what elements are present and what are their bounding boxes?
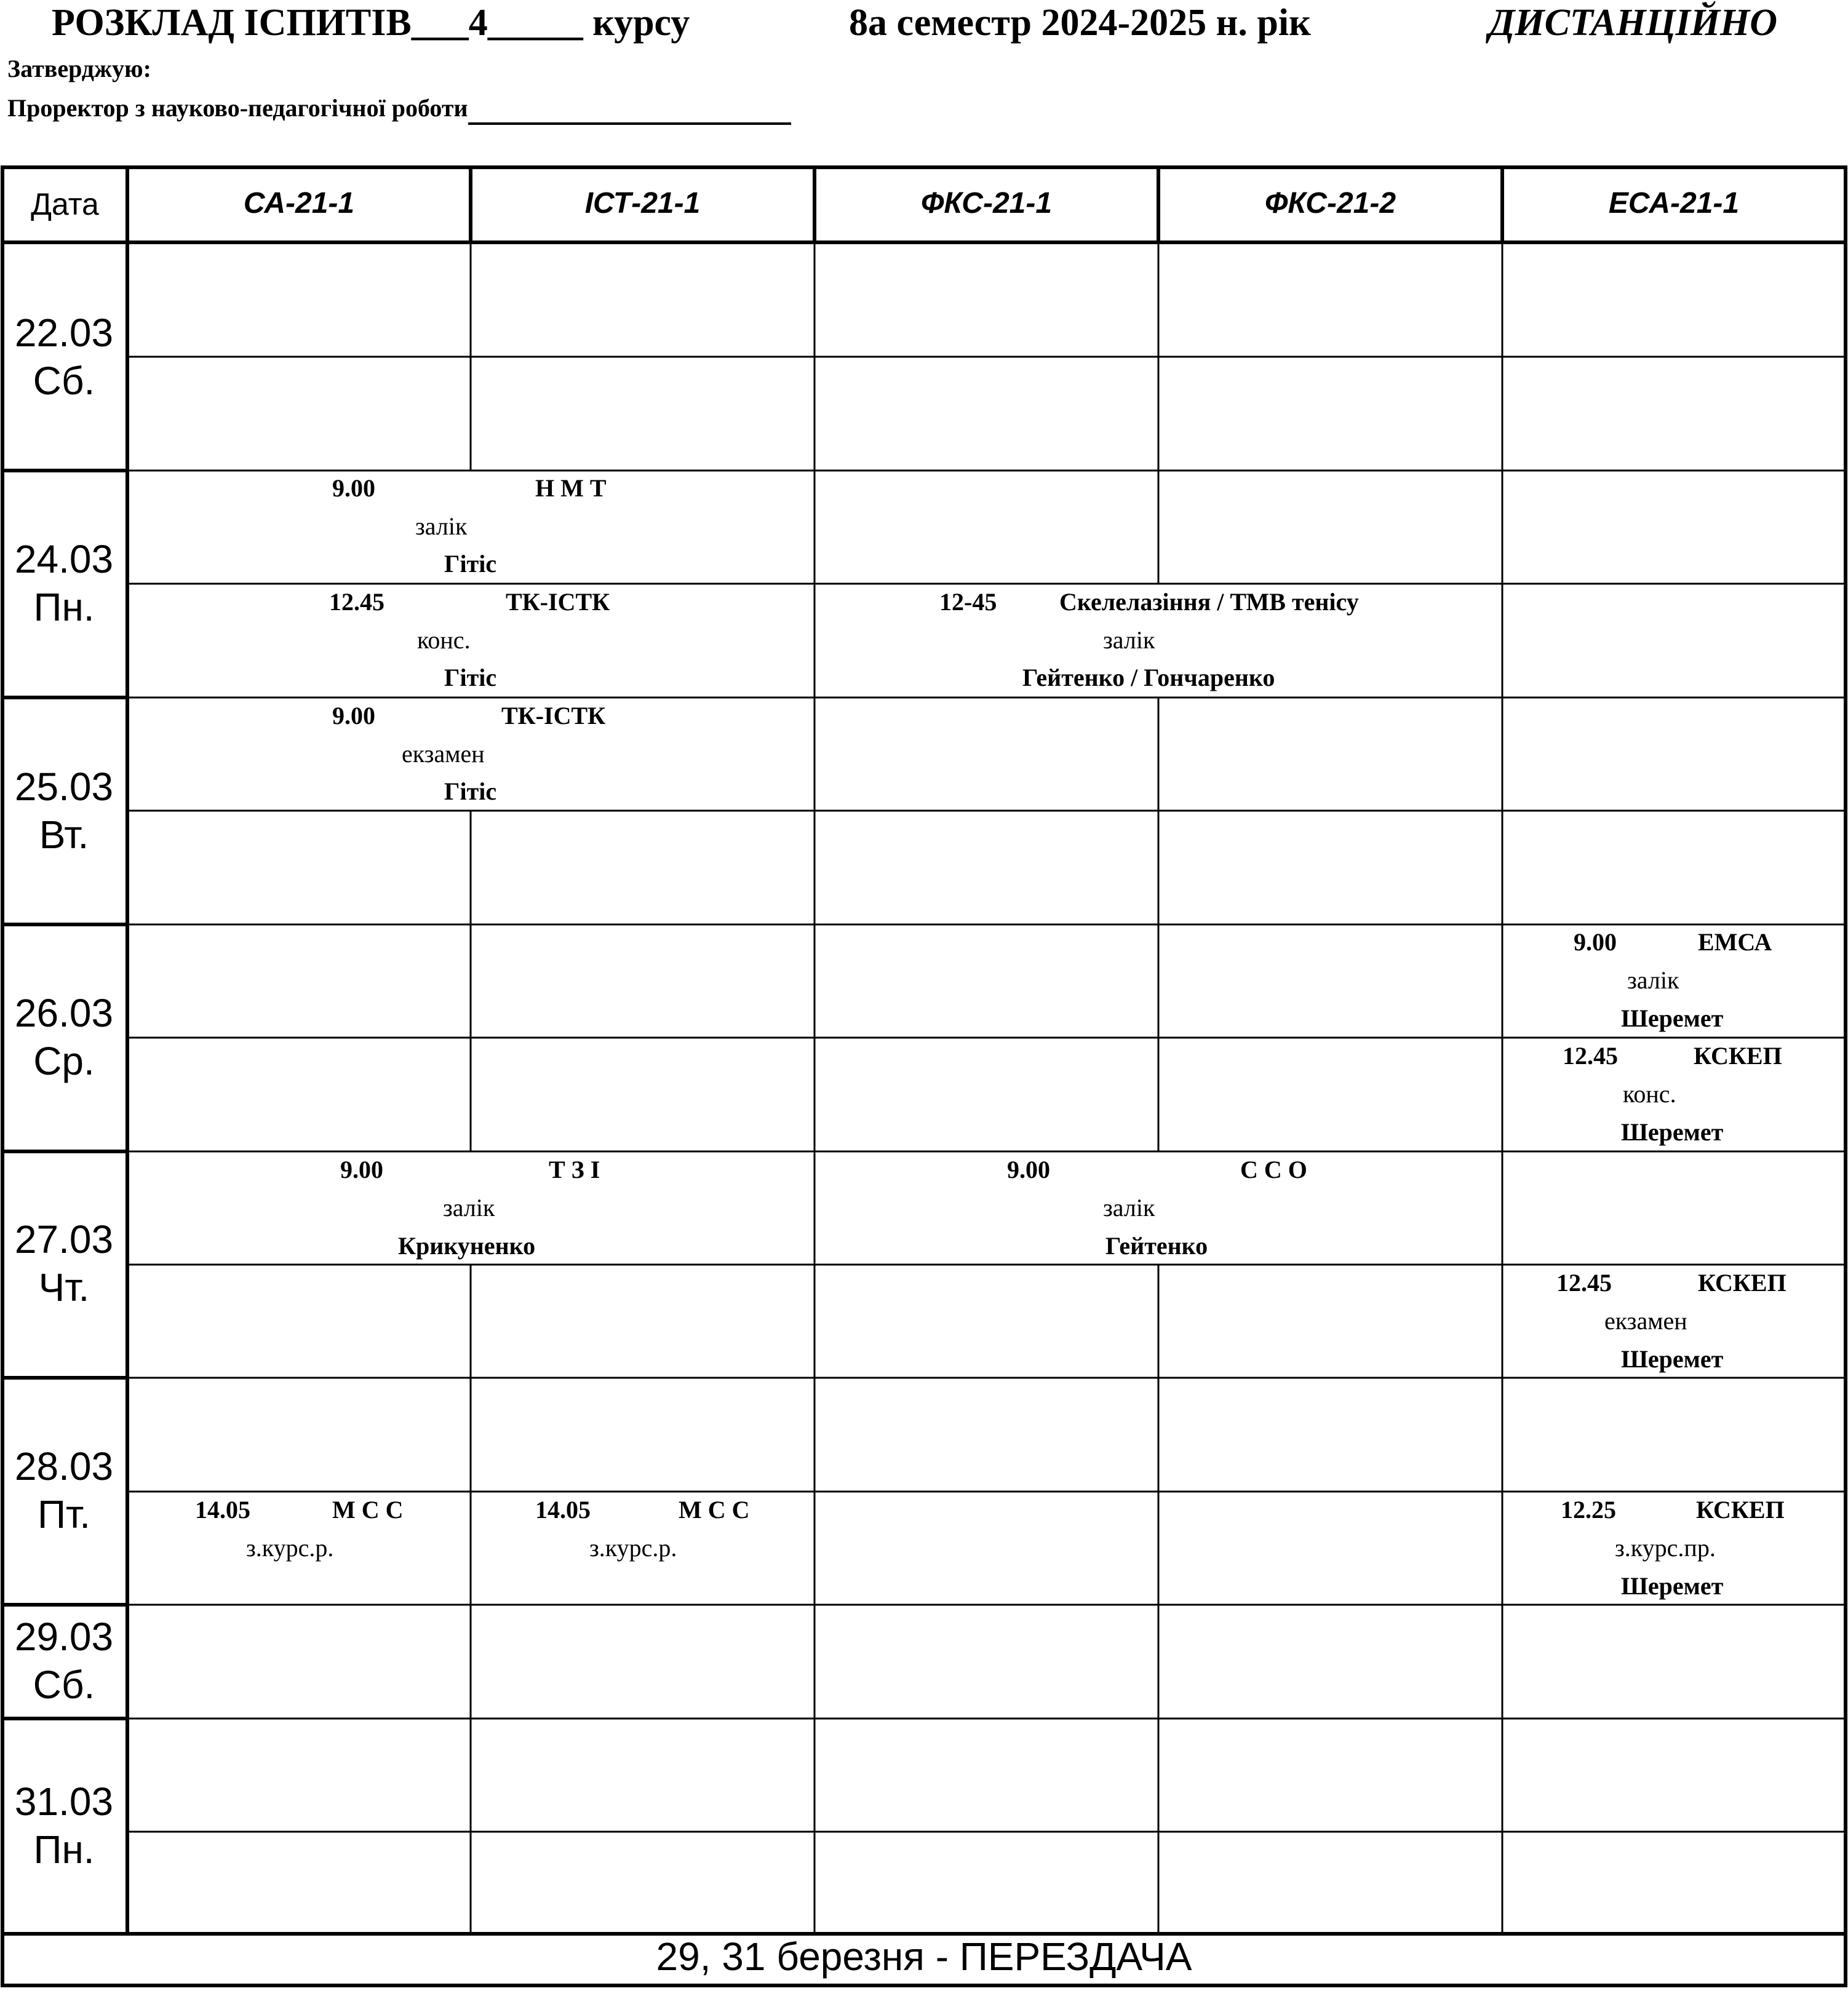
title-schedule: РОЗКЛАД ІСПИТІВ___4_____ курсу bbox=[52, 2, 690, 44]
exam-type: конс. bbox=[1623, 1080, 1676, 1108]
column-header-fks-21-1: ФКС-21-1 bbox=[920, 187, 1053, 220]
exam-subject: ТК-ІСТК bbox=[506, 588, 610, 616]
weekday-value: Пн. bbox=[33, 585, 95, 629]
weekday-value: Пн. bbox=[33, 1827, 95, 1872]
date-value: 31.03 bbox=[14, 1779, 114, 1824]
exam-type: з.курс.р. bbox=[589, 1534, 677, 1562]
exam-subject: КСКЕП bbox=[1698, 1269, 1786, 1297]
exam-teacher: Гейтенко / Гончаренко bbox=[1022, 664, 1275, 691]
date-value: 29.03 bbox=[14, 1615, 114, 1659]
exam-teacher: Крикуненко bbox=[398, 1232, 536, 1260]
column-header-fks-21-2: ФКС-21-2 bbox=[1264, 187, 1396, 220]
exam-type: екзамен bbox=[1604, 1307, 1687, 1335]
exam-teacher: Гітіс bbox=[444, 664, 497, 691]
exam-time: 9.00 bbox=[332, 702, 375, 729]
exam-subject: Т З І bbox=[549, 1156, 600, 1183]
column-header-ist-21-1: ІСТ-21-1 bbox=[584, 187, 701, 220]
approve-label: Затверджую: bbox=[7, 55, 151, 82]
column-header-sa-21-1: СА-21-1 bbox=[243, 187, 355, 220]
exam-time: 12-45 bbox=[939, 588, 997, 616]
date-cell bbox=[2, 989, 125, 1085]
exam-time: 9.00 bbox=[1574, 928, 1617, 956]
exam-type: конс. bbox=[417, 626, 471, 654]
weekday-value: Сб. bbox=[33, 359, 95, 403]
exam-subject: КСКЕП bbox=[1696, 1496, 1785, 1524]
title-mode: ДИСТАНЦІЙНО bbox=[1489, 2, 1778, 44]
date-cell bbox=[2, 309, 125, 405]
date-value: 26.03 bbox=[14, 991, 114, 1035]
exam-time: 12.45 bbox=[1563, 1042, 1618, 1070]
exam-teacher: Гейтенко bbox=[1105, 1232, 1208, 1260]
exam-type: залік bbox=[1627, 966, 1679, 994]
exam-type: залік bbox=[1103, 1194, 1155, 1222]
date-value: 25.03 bbox=[14, 765, 114, 809]
exam-teacher: Гітіс bbox=[444, 550, 497, 578]
weekday-value: Чт. bbox=[38, 1265, 90, 1309]
date-cell bbox=[2, 1778, 125, 1874]
exam-time: 12.45 bbox=[329, 588, 384, 616]
exam-time: 9.00 bbox=[332, 474, 375, 502]
exam-type: з.курс.р. bbox=[246, 1534, 334, 1562]
exam-time: 12.25 bbox=[1561, 1496, 1616, 1524]
exam-time: 14.05 bbox=[535, 1496, 591, 1524]
column-header-date: Дата bbox=[31, 187, 99, 221]
exam-subject: М С С bbox=[679, 1496, 750, 1524]
exam-type: залік bbox=[415, 512, 468, 540]
exam-time: 9.00 bbox=[340, 1156, 383, 1183]
exam-time: 14.05 bbox=[195, 1496, 250, 1524]
date-cell bbox=[2, 535, 125, 631]
exam-type: з.курс.пр. bbox=[1615, 1534, 1716, 1562]
exam-teacher: Шеремет bbox=[1621, 1004, 1724, 1032]
exam-teacher: Шеремет bbox=[1621, 1345, 1724, 1373]
date-value: 22.03 bbox=[14, 311, 114, 355]
weekday-value: Вт. bbox=[39, 813, 89, 857]
exam-time: 9.00 bbox=[1007, 1156, 1050, 1183]
date-cell bbox=[2, 1613, 125, 1709]
weekday-value: Пт. bbox=[38, 1492, 90, 1536]
exam-subject: КСКЕП bbox=[1694, 1042, 1782, 1070]
exam-type: екзамен bbox=[402, 740, 485, 768]
exam-subject: Н М Т bbox=[535, 474, 607, 502]
exam-teacher: Гітіс bbox=[444, 777, 497, 805]
date-cell bbox=[2, 1442, 125, 1538]
exam-subject: ЕМСА bbox=[1698, 928, 1772, 956]
exam-subject: С С О bbox=[1240, 1156, 1307, 1183]
exam-teacher: Шеремет bbox=[1621, 1572, 1724, 1600]
exam-subject: ТК-ІСТК bbox=[501, 702, 606, 729]
exam-type: залік bbox=[443, 1194, 495, 1222]
exam-teacher: Шеремет bbox=[1621, 1118, 1724, 1146]
exam-subject: М С С bbox=[332, 1496, 404, 1524]
exam-type: залік bbox=[1103, 626, 1155, 654]
date-value: 24.03 bbox=[14, 537, 114, 581]
date-value: 27.03 bbox=[14, 1217, 114, 1262]
column-header-esa-21-1: ЕСА-21-1 bbox=[1608, 187, 1740, 220]
date-value: 28.03 bbox=[14, 1444, 114, 1488]
date-cell bbox=[2, 1215, 125, 1311]
weekday-value: Ср. bbox=[33, 1039, 95, 1083]
exam-time: 12.45 bbox=[1556, 1269, 1612, 1297]
retake-note: 29, 31 березня - ПЕРЕЗДАЧА bbox=[656, 1934, 1192, 1979]
prorector-text: Проректор з науково-педагогічної роботи bbox=[7, 94, 468, 122]
exam-subject: Скелелазіння / ТМВ тенісу bbox=[1059, 588, 1359, 616]
weekday-value: Сб. bbox=[33, 1663, 95, 1707]
title-semester: 8а семестр 2024-2025 н. рік bbox=[849, 2, 1311, 44]
date-cell bbox=[2, 763, 125, 859]
